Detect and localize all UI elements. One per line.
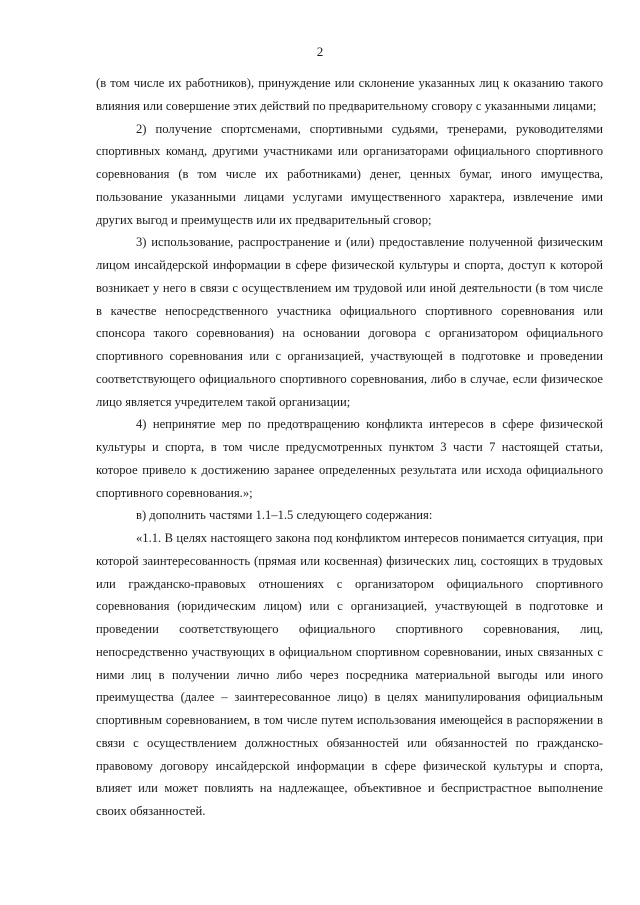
paragraph-item-2: 2) получение спортсменами, спортивными судьями, тренерами, руководителями спортивных команд, другими участниками или организаторами официального спортивного соревнования (в том числе их работниками) денег, ценных бумаг, иного имущества, пользование указанными лицами услугами имущественного характера, извлечение ими других выгод и преимуществ или их предварительный сговор; [96, 121, 603, 227]
page-number: 2 [316, 44, 324, 59]
document-body [96, 72, 603, 823]
paragraph-continuation: (в том числе их работников), принуждение или склонение указанных лиц к оказанию такого влияния или совершение этих действий по предварительному сговору с указанными лицами; [96, 76, 603, 113]
paragraph-part-1-1: «1.1. В целях настоящего закона под конфликтом интересов понимается ситуация, при которой заинтересованность (прямая или косвенная) физических лиц, состоящих в трудовых или гражданско-правовых отношениях с организатором официального спортивного соревнования (юридическим лицом) или с организацией, участвующей в подготовке и проведении соответствующего официального спортивного соревнования, лиц, непосредственно участвующих в официальном спортивном соревновании, иных связанных с ними лиц в получении лично либо через посредника материальной выгоды или иного преимущества (далее – заинтересованное лицо) в целях манипулирования официальным спортивным соревнованием, в том числе путем использования имеющейся в распоряжении в связи с осуществлением должностных обязанностей или обязанностей по гражданско-правовому договору инсайдерской информации в сфере физической культуры и спорта, влияет или может повлиять на надлежащее, объективное и беспристрастное выполнение своих обязанностей. [96, 531, 603, 818]
paragraph-item-3: 3) использование, распространение и (или) предоставление полученной физическим лицом инсайдерской информации в сфере физической культуры и спорта, доступ к которой возникает у него в связи с осуществлением им трудовой или иной деятельности (в том числе в качестве непосредственного участника официального спортивного соревнования или спонсора такого соревнования) на основании договора с организатором официального спортивного соревнования или с организацией, участвующей в подготовке и проведении соответствующего официального спортивного соревнования, либо в случае, если физическое лицо является учредителем такой организации; [96, 235, 603, 409]
paragraph-item-4: 4) непринятие мер по предотвращению конфликта интересов в сфере физической культуры и спорта, в том числе предусмотренных пунктом 3 части 7 настоящей статьи, которое привело к достижению заранее определенных результата или исхода официального спортивного соревнования.»; [96, 417, 603, 500]
paragraph-amendment-v: в) дополнить частями 1.1–1.5 следующего содержания: [136, 508, 433, 523]
